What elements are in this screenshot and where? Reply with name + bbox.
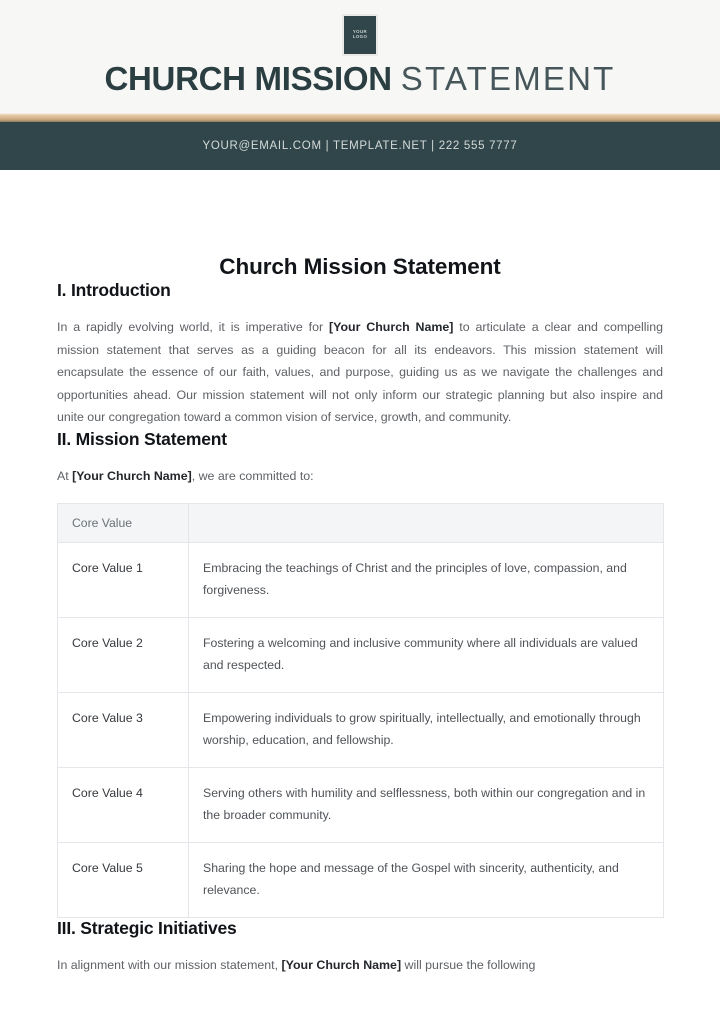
document-body <box>0 254 720 977</box>
table-header-row <box>58 504 664 543</box>
strategic-lead-part2: will pursue the following <box>401 958 536 972</box>
letterhead-title-strong: CHURCH MISSION <box>104 60 392 97</box>
column-header-description <box>189 504 664 543</box>
mission-lead-part2: , we are committed to: <box>191 468 314 483</box>
core-values-table-body <box>58 543 664 918</box>
core-value-label: Core Value 1 <box>58 543 189 618</box>
core-value-label: Core Value 4 <box>58 768 189 843</box>
letterhead-title <box>0 62 720 95</box>
table-row <box>58 693 664 768</box>
core-value-description: Embracing the teachings of Christ and the principles of love, compassion, and forgiveness. <box>189 543 664 618</box>
core-value-label: Core Value 3 <box>58 693 189 768</box>
section-heading-strategic: III. Strategic Initiatives <box>57 918 237 938</box>
logo-placeholder <box>342 14 378 56</box>
introduction-paragraph <box>57 316 663 429</box>
core-value-description: Sharing the hope and message of the Gospel with sincerity, authenticity, and relevance. <box>189 843 664 918</box>
gold-divider <box>0 113 720 122</box>
page-title: Church Mission Statement <box>219 254 501 279</box>
introduction-text-part2: to articulate a clear and compelling mission statement that serves as a guiding beacon for all its endeavors. This mission statement will encapsulate the essence of our faith, values, and purpose, guiding us as we navigate the challenges and opportunities ahead. Our mission statement will not only inform our strategic planning but also inspire and unite our congregation toward a common vision of service, growth, and community. <box>57 320 663 424</box>
contact-info: YOUR@EMAIL.COM | TEMPLATE.NET | 222 555 7777 <box>202 140 518 152</box>
logo-line-2: LOGO <box>352 34 368 39</box>
core-value-description: Fostering a welcoming and inclusive community where all individuals are valued and respected. <box>189 618 664 693</box>
logo-line-1: YOUR <box>352 29 368 35</box>
letterhead-title-light: STATEMENT <box>400 60 616 97</box>
church-name-placeholder: [Your Church Name] <box>328 320 454 334</box>
strategic-lead-in <box>57 954 663 977</box>
letterhead <box>0 0 720 113</box>
section-heading-introduction: I. Introduction <box>57 280 171 300</box>
core-value-label: Core Value 5 <box>58 843 189 918</box>
section-heading-mission: II. Mission Statement <box>57 428 227 449</box>
mission-lead-in <box>57 465 663 488</box>
table-row <box>58 618 664 693</box>
core-value-label: Core Value 2 <box>58 618 189 693</box>
introduction-text-part1: In a rapidly evolving world, it is imperative for <box>57 320 329 334</box>
contact-bar <box>0 122 720 170</box>
column-header-core-value: Core Value <box>58 504 189 543</box>
core-values-table <box>57 503 664 918</box>
table-row <box>58 843 664 918</box>
church-name-placeholder: [Your Church Name] <box>72 468 192 483</box>
core-value-description: Serving others with humility and selflessness, both within our congregation and in the broader community. <box>189 768 664 843</box>
core-value-description: Empowering individuals to grow spiritually, intellectually, and emotionally through worship, education, and fellowship. <box>189 693 664 768</box>
table-row <box>58 543 664 618</box>
strategic-lead-part1: In alignment with our mission statement, <box>57 958 282 972</box>
mission-lead-part1: At <box>57 468 73 483</box>
table-row <box>58 768 664 843</box>
church-name-placeholder: [Your Church Name] <box>281 958 402 972</box>
